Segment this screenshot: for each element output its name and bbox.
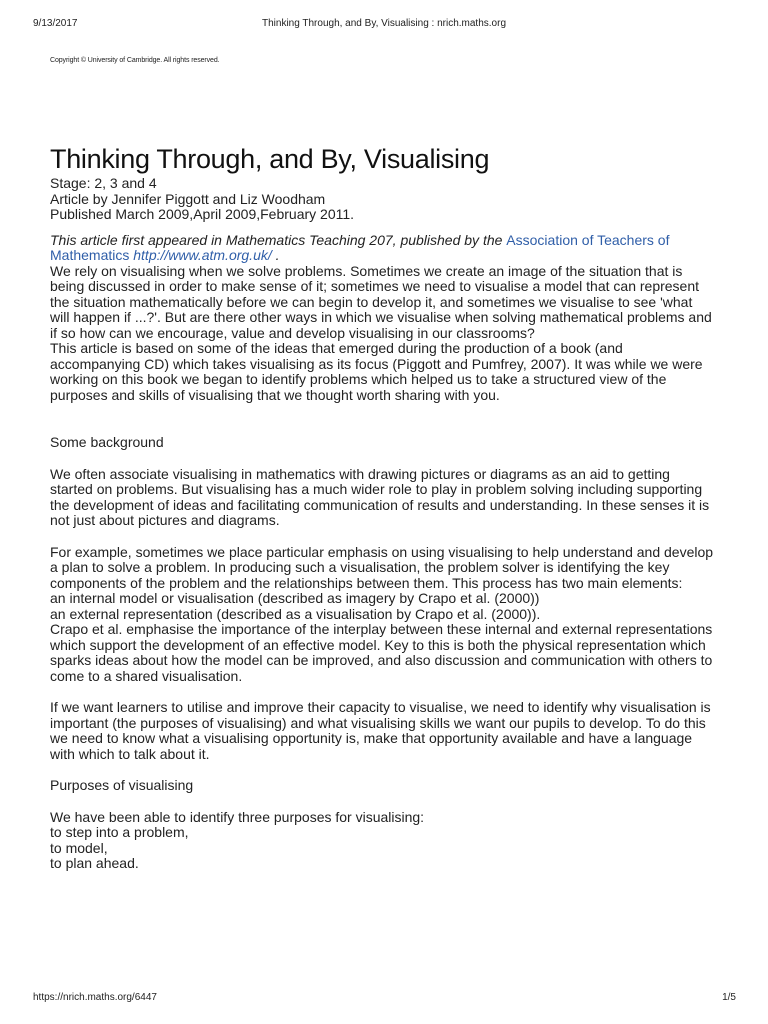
- print-page-title: Thinking Through, and By, Visualising : nrich.maths.org: [261, 18, 507, 29]
- paragraph-4: For example, sometimes we place particular emphasis on using visualising to help understand and develop a plan to solve a problem. In producing such a visualisation, the problem solver is identifying the key components of the problem and the relationships between them. This process has two main elements:: [50, 543, 714, 591]
- purposes-list: [50, 825, 714, 872]
- article-published: Published March 2009,April 2009,February 2011.: [50, 206, 355, 222]
- copyright-notice: Copyright © University of Cambridge. All rights reserved.: [50, 57, 220, 64]
- intro-prefix: This article first appeared in Mathematics Teaching 207, published by the: [50, 231, 507, 248]
- article-title: Thinking Through, and By, Visualising: [50, 144, 490, 174]
- list-item: an external representation (described as a visualisation by Crapo et al. (2000)).: [50, 605, 541, 622]
- article-intro: [50, 233, 714, 264]
- paragraph-1: We rely on visualising when we solve problems. Sometimes we create an image of the situation that is being discussed in order to make sense of it; sometimes we need to visualise a model that can represent the situation mathematically before we can begin to develop it, and sometimes we visualise to see 'what will happen if ...?'. But are there other ways in which we visualise when solving mathematical problems and if so how can we encourage, value and develop visualising in our classrooms?: [50, 262, 712, 341]
- print-date: 9/13/2017: [33, 18, 78, 29]
- page-number: 1/5: [722, 992, 736, 1003]
- atm-link-text: Association of Teachers of Mathematics: [50, 231, 670, 263]
- paragraph-3: We often associate visualising in mathematics with drawing pictures or diagrams as an aid to getting started on problems. But visualising has a much wider role to play in problem solving including supporting the development of ideas and facilitating communication of results and understanding. In these senses it is not just about pictures and diagrams.: [50, 465, 710, 528]
- paragraph-2: This article is based on some of the ideas that emerged during the production of a book (and accompanying CD) which takes visualising as its focus (Piggott and Pumfrey, 2007). It was while we were working on this book we began to identify problems which helped us to take a structured view of the purposes and skills of visualising that we thought worth sharing with you.: [50, 340, 703, 403]
- article-stage: Stage: 2, 3 and 4: [50, 175, 157, 191]
- article-authors: Article by Jennifer Piggott and Liz Woodham: [50, 190, 326, 207]
- print-header: [0, 18, 768, 32]
- paragraph-6: If we want learners to utilise and improve their capacity to visualise, we need to identify why visualisation is important (the purposes of visualising) and what visualising skills we want our pupils to develop. To do this we need to know what a visualising opportunity is, make that opportunity available and have a language with which to talk about it.: [50, 699, 711, 762]
- heading-some-background: Some background: [50, 434, 164, 450]
- elements-list: [50, 591, 714, 622]
- article-meta: [50, 176, 714, 223]
- atm-link-url: http://www.atm.org.uk/: [129, 247, 276, 263]
- paragraph-7: We have been able to identify three purposes for visualising:: [50, 808, 425, 825]
- intro-suffix: .: [275, 247, 280, 263]
- print-url: https://nrich.maths.org/6447: [33, 992, 157, 1003]
- list-item: to model,: [50, 839, 108, 856]
- print-footer: [0, 992, 768, 1006]
- list-item: an internal model or visualisation (described as imagery by Crapo et al. (2000)): [50, 590, 540, 606]
- list-item: to plan ahead.: [50, 855, 139, 871]
- list-item: to step into a problem,: [50, 824, 189, 840]
- paragraph-5: Crapo et al. emphasise the importance of the interplay between these internal and external representations which support the development of an effective model. Key to this is both the physical representation which sparks ideas about how the model can be improved, and also discussion and communication with others to come to a shared visualisation.: [50, 621, 713, 684]
- heading-purposes-of-visualising: Purposes of visualising: [50, 777, 194, 793]
- article-body: [50, 142, 714, 872]
